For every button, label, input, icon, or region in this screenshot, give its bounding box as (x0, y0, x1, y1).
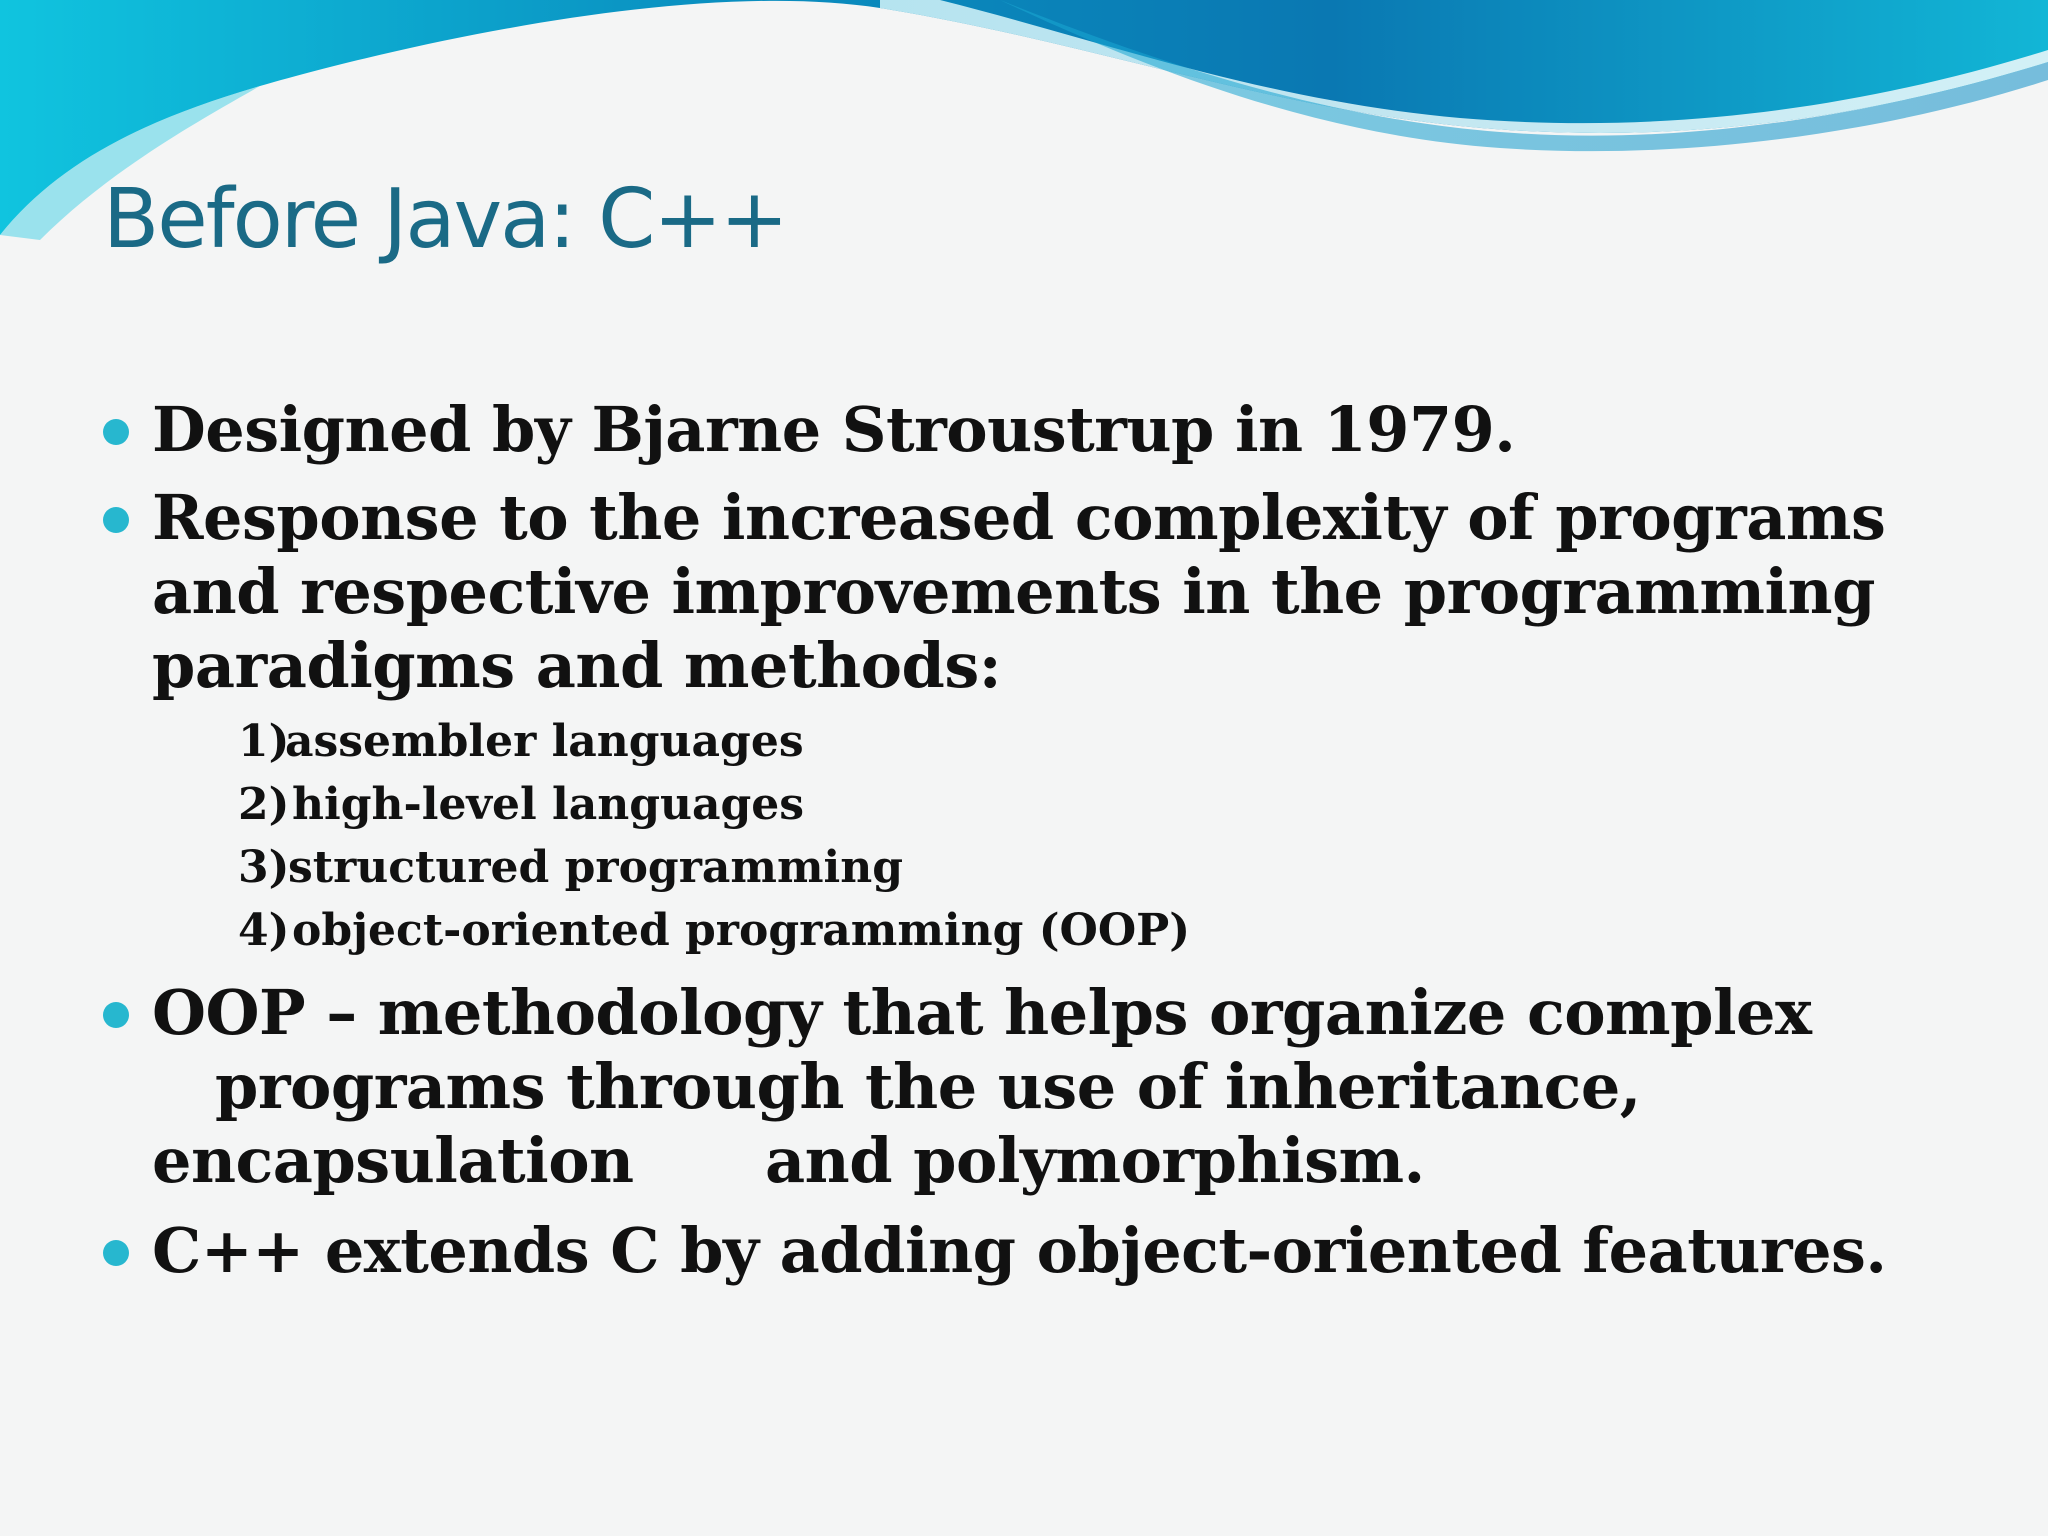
list-item-text: object-oriented programming (OOP) (292, 905, 1191, 956)
slide-title: Before Java: C++ (103, 172, 787, 267)
list-item-text: high-level languages (292, 779, 805, 830)
bullet-text-line: encapsulation (152, 1124, 634, 1197)
list-item-number: 2) (238, 779, 290, 830)
list-item-number: 4) (238, 905, 290, 956)
list-item-text: assembler languages (285, 716, 804, 767)
bullet-text-line: paradigms and methods: (152, 629, 1002, 702)
bullet-dot-icon (103, 507, 129, 533)
list-item-number: 3) (238, 842, 290, 893)
bullet-text-line: Response to the increased complexity of programs (152, 481, 1886, 554)
bullet-text-line: programs through the use of inheritance, (215, 1050, 1641, 1123)
list-item-text: structured programming (288, 842, 903, 893)
list-item-number: 1) (238, 716, 290, 767)
bullet-text-line: and respective improvements in the programming (152, 555, 1875, 628)
bullet-text-line: OOP – methodology that helps organize complex (152, 976, 1812, 1049)
bullet-text-line: C++ extends C by adding object-oriented features. (152, 1214, 1887, 1287)
bullet-dot-icon (103, 1002, 129, 1028)
bullet-text-line: Designed by Bjarne Stroustrup in 1979. (152, 393, 1516, 466)
bullet-text-line: and polymorphism. (765, 1124, 1425, 1197)
bullet-dot-icon (103, 1240, 129, 1266)
bullet-dot-icon (103, 419, 129, 445)
